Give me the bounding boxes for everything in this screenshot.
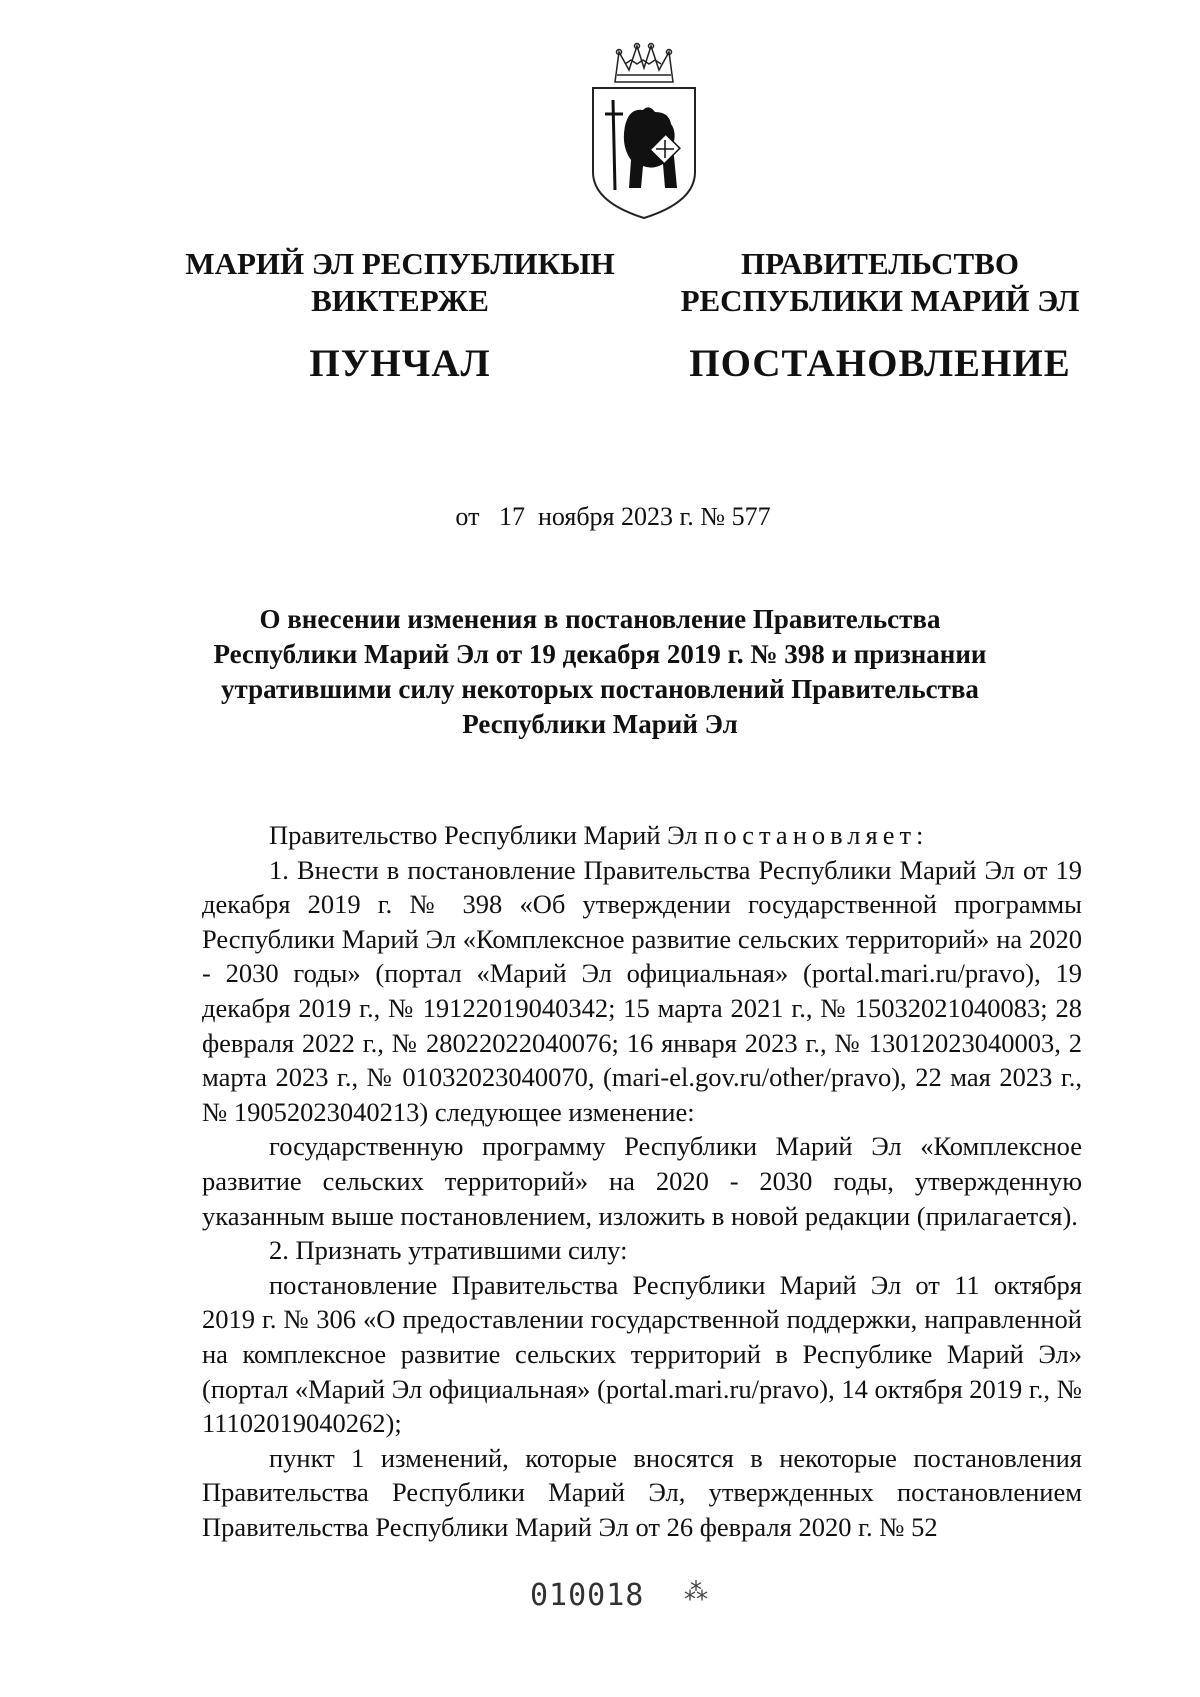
intro-paragraph	[202, 818, 1082, 853]
paragraph-2: государственную программу Республики Марий Эл «Комплексное развитие сельских территорий» на 2020 - 2030 годы, утвержденную указанным выше постановлением, изложить в новой редакции (прилагается).	[202, 1131, 1082, 1231]
header-left-doc-type: ПУНЧАЛ	[309, 342, 491, 386]
header-right-doc-type: ПОСТАНОВЛЕНИЕ	[689, 342, 1071, 386]
header-right-line2: РЕСПУБЛИКИ МАРИЙ ЭЛ	[680, 283, 1080, 319]
intro-prefix: Правительство Республики Марий Эл	[269, 820, 705, 850]
date-day: 17	[498, 502, 525, 531]
document-body	[202, 818, 1082, 1544]
document-title	[180, 602, 1020, 742]
intro-resolves: постановляет:	[704, 820, 929, 850]
date-month-year: ноября 2023 г.	[537, 502, 694, 531]
paragraph-5: пункт 1 изменений, которые вносятся в некоторые постановления Правительства Республики Марий Эл, утвержденных постановлением Правительства Республики Марий Эл от 26 февраля 2020 г. № 52	[202, 1442, 1082, 1542]
paragraph-1: 1. Внести в постановление Правительства Республики Марий Эл от 19 декабря 2019 г. № 398 «Об утверждении государственной программы Республики Марий Эл «Комплексное развитие сельских территорий» на 2020 - 2030 годы» (портал «Марий Эл официальная» (portal.mari.ru/pravo), 19 декабря 2019 г., № 19122019040342; 15 марта 2021 г., № 15032021040083; 28 февраля 2022 г., № 28022022040076; 16 января 2023 г., № 13012023040003, 2 марта 2023 г., № 01032023040070, (mari-el.gov.ru/other/pravo), 22 мая 2023 г., № 19052023040213) следующее изменение:	[202, 854, 1082, 1127]
header-left-line1: МАРИЙ ЭЛ РЕСПУБЛИКЫН	[185, 246, 615, 281]
title-line: О внесении изменения в постановление Правительства	[259, 604, 941, 634]
footer-mark-icon: ⁂	[684, 1578, 708, 1606]
header-left-line2: ВИКТЕРЖЕ	[311, 283, 489, 319]
header-left	[170, 245, 630, 388]
paragraph-3: 2. Признать утратившими силу:	[269, 1235, 628, 1266]
coat-of-arms-icon	[585, 42, 703, 220]
header-right-line1: ПРАВИТЕЛЬСТВО	[741, 246, 1019, 281]
date-line	[0, 472, 1200, 562]
header-right	[660, 245, 1100, 388]
title-line: утратившими силу некоторых постановлений Правительства	[221, 674, 979, 704]
number-sign: №	[700, 502, 726, 531]
date-prefix: от	[455, 502, 480, 531]
document-number: 577	[731, 502, 771, 531]
title-line: Республики Марий Эл	[462, 709, 738, 739]
title-line: Республики Марий Эл от 19 декабря 2019 г. № 398 и признании	[213, 639, 987, 669]
serial-number: 010018	[530, 1578, 645, 1613]
paragraph-4: постановление Правительства Республики Марий Эл от 11 октября 2019 г. № 306 «О предоставлении государственной поддержки, направленной на комплексное развитие сельских территорий в Республике Марий Эл» (портал «Марий Эл официальная» (portal.mari.ru/pravo), 14 октября 2019 г., № 11102019040262);	[202, 1269, 1082, 1439]
